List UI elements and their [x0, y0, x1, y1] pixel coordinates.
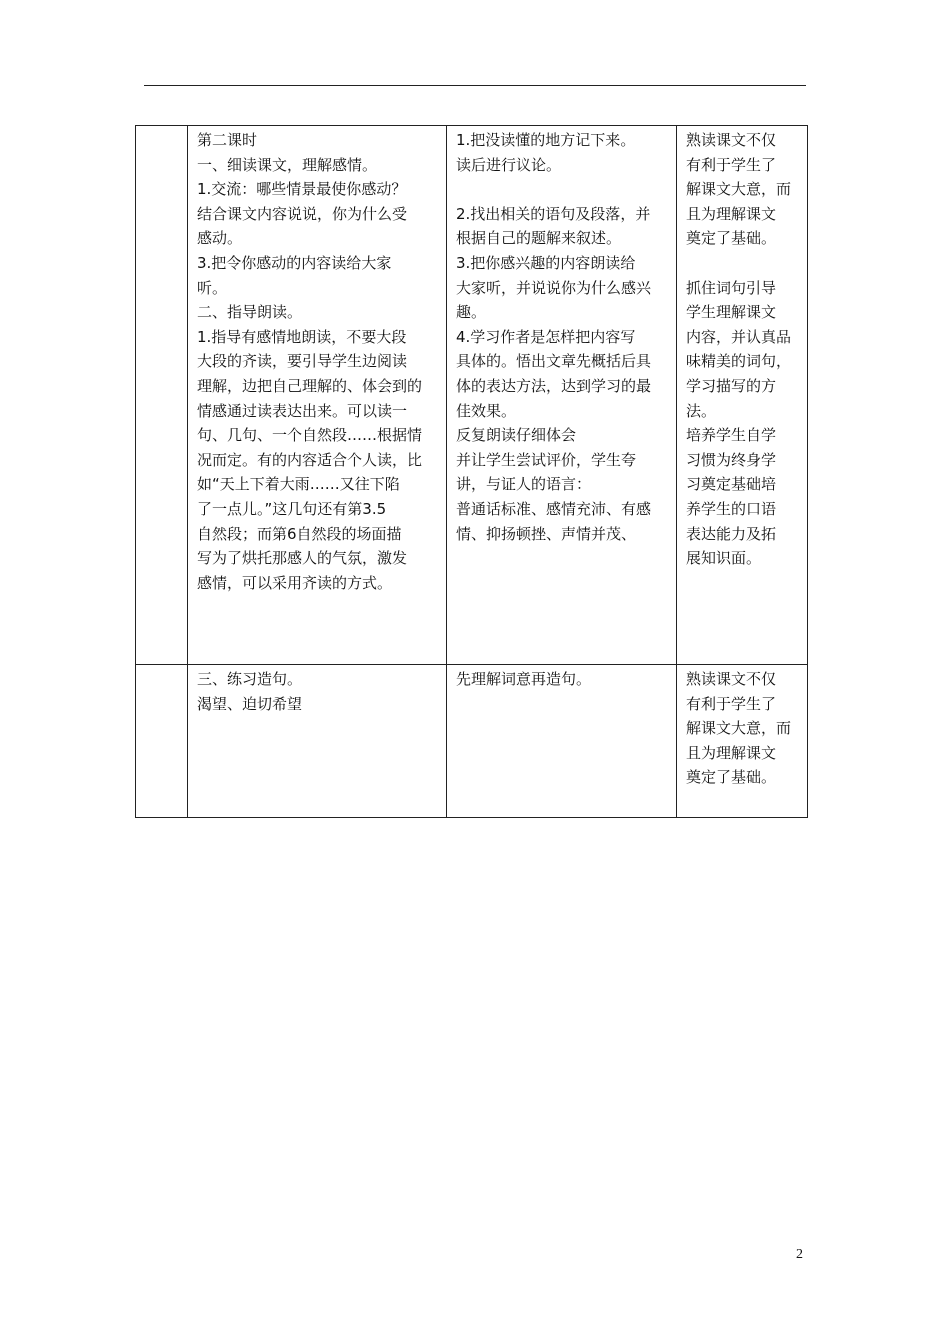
- text-line: 讲，与证人的语言：: [456, 475, 592, 494]
- text-line: 内容，并认真品: [686, 327, 792, 346]
- text-line: 表达能力及拓: [686, 524, 777, 543]
- design-intent-cell: [677, 665, 808, 818]
- text-line: 学生理解课文: [686, 303, 777, 322]
- teaching-content-cell: [188, 665, 447, 818]
- text-line: 学习描写的方: [686, 376, 777, 395]
- text-line: 熟读课文不仅: [686, 670, 777, 688]
- text-line: 且为理解课文: [686, 204, 777, 223]
- text-line: 1.交流：哪些情景最使你感动？: [197, 180, 407, 199]
- teaching-content-cell: [188, 126, 447, 665]
- text-line: 培养学生自学: [686, 426, 777, 445]
- text-line: 佳效果。: [456, 401, 517, 420]
- design-intent-cell: [677, 126, 808, 665]
- text-line: 句、几句、一个自然段……根据情: [197, 426, 423, 445]
- text-line: 如“天上下着大雨……又往下陷: [197, 475, 400, 494]
- text-line: 且为理解课文: [686, 743, 777, 762]
- row-label-cell: [136, 126, 188, 665]
- text-line: 第二课时: [197, 131, 258, 149]
- text-line: 趣。: [456, 303, 487, 322]
- header-rule: [144, 85, 806, 86]
- text-line: 根据自己的题解来叙述。: [456, 229, 622, 248]
- text-line: 渴望、迫切希望: [197, 694, 303, 713]
- text-line: 感情，可以采用齐读的方式。: [197, 573, 393, 592]
- text-line: 习奠定基础培: [686, 475, 777, 494]
- blank-line: [456, 177, 668, 202]
- blank-line: [686, 251, 799, 276]
- table-row: [136, 126, 808, 665]
- text-line: 听。: [197, 278, 228, 297]
- text-line: 展知识面。: [686, 549, 762, 568]
- text-line: 解课文大意，而: [686, 719, 792, 738]
- text-line: 3.把你感兴趣的内容朗读给: [456, 253, 636, 272]
- text-line: 并让学生尝试评价，学生夸: [456, 450, 637, 469]
- text-line: 味精美的词句，: [686, 352, 792, 371]
- text-line: 自然段；而第6自然段的场面描: [197, 524, 402, 543]
- student-activity-cell: [447, 126, 677, 665]
- text-line: 奠定了基础。: [686, 768, 777, 787]
- text-line: 一、细读课文，理解感情。: [197, 155, 378, 174]
- text-line: 习惯为终身学: [686, 450, 777, 469]
- text-line: 大段的齐读，要引导学生边阅读: [197, 352, 408, 371]
- text-line: 写为了烘托那感人的气氛，激发: [197, 549, 408, 568]
- text-line: 情、抑扬顿挫、声情并茂、: [456, 524, 637, 543]
- text-line: 况而定。有的内容适合个人读，比: [197, 450, 423, 469]
- text-line: 抓住词句引导: [686, 278, 777, 297]
- text-line: 2.找出相关的语句及段落，并: [456, 204, 651, 223]
- text-line: 3.把令你感动的内容读给大家: [197, 253, 392, 272]
- text-line: 了一点儿。”这几句还有第3.5: [197, 499, 387, 518]
- text-line: 具体的。悟出文章先概括后具: [456, 352, 652, 371]
- text-line: 养学生的口语: [686, 499, 777, 518]
- text-line: 法。: [686, 401, 717, 420]
- text-line: 感动。: [197, 229, 243, 248]
- text-line: 大家听，并说说你为什么感兴: [456, 278, 652, 297]
- text-line: 熟读课文不仅: [686, 131, 777, 149]
- text-line: 反复朗读仔细体会: [456, 426, 577, 445]
- text-line: 4.学习作者是怎样把内容写: [456, 327, 636, 346]
- lesson-plan-table: [135, 125, 808, 818]
- text-line: 1.指导有感情地朗读，不要大段: [197, 327, 407, 346]
- text-line: 普通话标准、感情充沛、有感: [456, 499, 652, 518]
- text-line: 有利于学生了: [686, 694, 777, 713]
- row-label-cell: [136, 665, 188, 818]
- text-line: 结合课文内容说说，你为什么受: [197, 204, 408, 223]
- text-line: 理解，边把自己理解的、体会到的: [197, 376, 423, 395]
- page-number: 2: [796, 1247, 803, 1262]
- text-line: 奠定了基础。: [686, 229, 777, 248]
- text-line: 先理解词意再造句。: [456, 670, 592, 688]
- text-line: 读后进行议论。: [456, 155, 562, 174]
- text-line: 体的表达方法，达到学习的最: [456, 376, 652, 395]
- text-line: 三、练习造句。: [197, 670, 303, 688]
- text-line: 解课文大意，而: [686, 180, 792, 199]
- table-row: [136, 665, 808, 818]
- text-line: 有利于学生了: [686, 155, 777, 174]
- text-line: 情感通过读表达出来。可以读一: [197, 401, 408, 420]
- text-line: 二、指导朗读。: [197, 303, 303, 322]
- text-line: 1.把没读懂的地方记下来。: [456, 131, 636, 149]
- student-activity-cell: [447, 665, 677, 818]
